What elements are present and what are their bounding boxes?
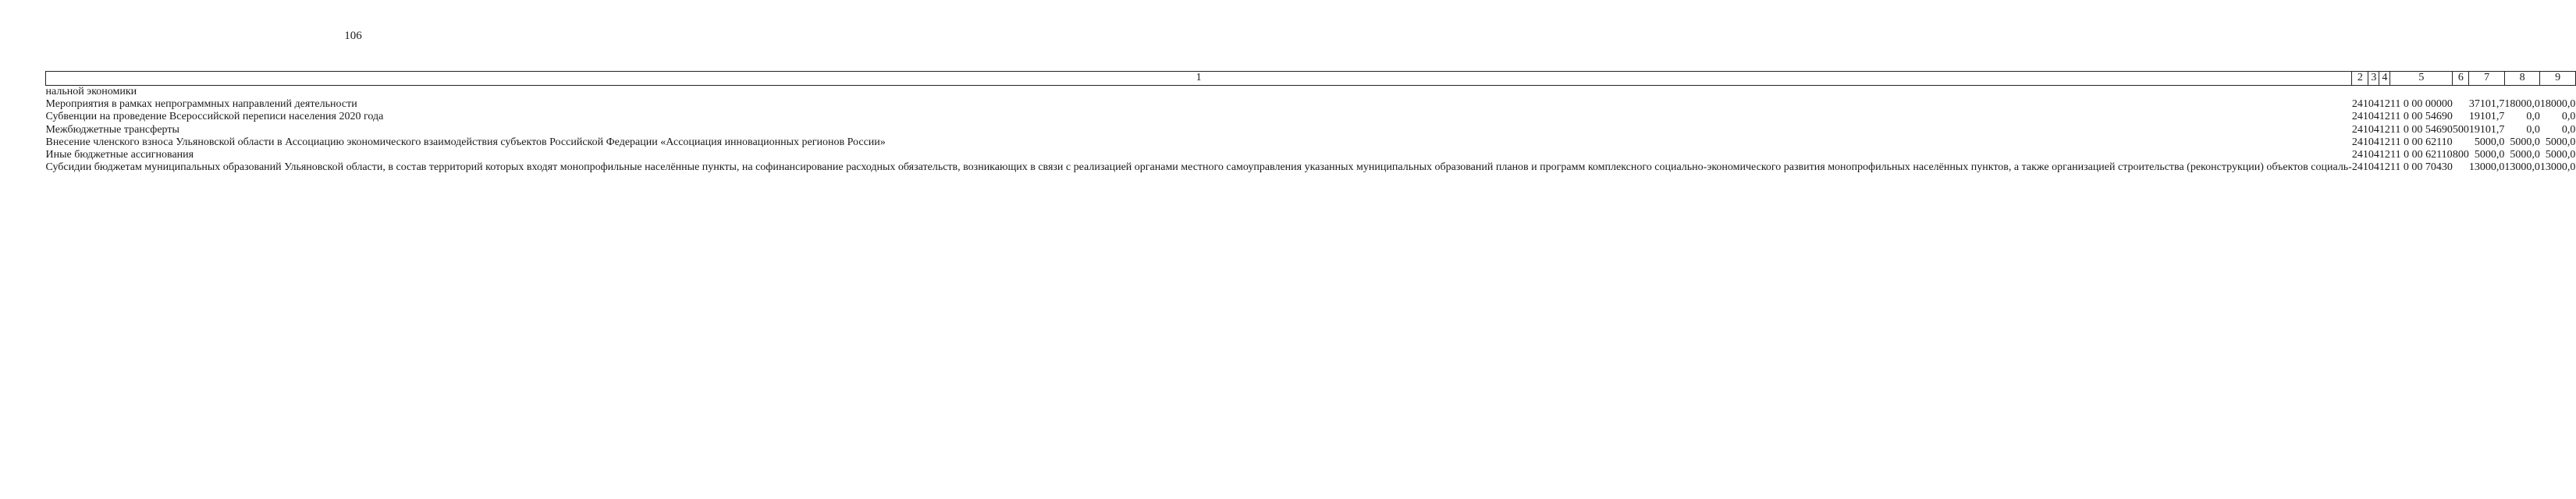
row-col-3	[2368, 86, 2379, 99]
row-col-9: 13000,0	[2539, 161, 2576, 174]
row-col-5: 11 0 00 00000	[2389, 98, 2453, 111]
row-col-4: 12	[2379, 111, 2390, 123]
row-col-3: 04	[2368, 123, 2379, 136]
row-col-6	[2453, 161, 2469, 174]
row-col-6	[2453, 111, 2469, 123]
row-col-3: 04	[2368, 161, 2379, 174]
row-col-5: 11 0 00 62110	[2390, 136, 2453, 148]
row-col-8	[2504, 86, 2540, 99]
row-col-5: 11 0 00 54690	[2389, 111, 2453, 123]
row-col-4: 12	[2379, 136, 2390, 148]
table-row	[46, 98, 2576, 111]
row-col-8: 5000,0	[2510, 136, 2540, 148]
row-col-4	[2379, 86, 2390, 99]
row-col-4: 12	[2379, 161, 2390, 174]
row-col-3: 04	[2368, 149, 2379, 161]
table-body	[46, 86, 2576, 175]
row-name: Субвенции на проведение Всероссийской переписи населения 2020 года	[45, 111, 384, 123]
row-col-8: 18000,0	[2504, 98, 2540, 111]
header-col-9: 9	[2540, 72, 2576, 86]
row-col-6	[2453, 98, 2469, 111]
header-col-7: 7	[2469, 72, 2505, 86]
row-col-4: 12	[2379, 98, 2390, 111]
header-col-5: 5	[2390, 72, 2453, 86]
row-col-2: 241	[2351, 111, 2368, 123]
row-col-2: 241	[2351, 161, 2368, 174]
row-col-7: 5000,0	[2474, 149, 2505, 161]
row-col-2: 241	[2351, 123, 2368, 136]
row-col-4: 12	[2379, 123, 2390, 136]
row-col-8: 0,0	[2526, 123, 2540, 136]
table-row	[46, 136, 2576, 149]
row-col-3: 04	[2368, 136, 2379, 148]
page-number: 106	[344, 30, 362, 42]
row-name: Межбюджетные трансферты	[45, 123, 179, 136]
table-row	[46, 86, 2576, 99]
row-col-6	[2453, 136, 2469, 149]
row-col-2: 241	[2351, 149, 2368, 161]
row-col-2: 241	[2351, 136, 2368, 148]
row-name: Внесение членского взноса Ульяновской области в Ассоциацию экономического взаимодействия субъектов Российской Федерации «Ассоциация инновационных регионов России»	[45, 136, 886, 148]
header-col-8: 8	[2504, 72, 2540, 86]
table-row	[46, 149, 2576, 161]
row-col-9: 0,0	[2561, 111, 2576, 123]
row-col-6	[2453, 86, 2469, 99]
row-col-9: 0,0	[2561, 123, 2576, 136]
row-name: Субсидии бюджетам муниципальных образований Ульяновской области, в состав территорий которых входят монопрофильные населённые пункты, на софинансирование расходных обязательств, возникающих в связи с реализацией органами местного самоуправления указанных муниципальных образований планов и программ комплексного социально-экономического развития монопрофильных населённых пунктов, а также организацией строительства (реконструкции) объектов социаль-	[45, 161, 2352, 174]
row-col-5: 11 0 00 70430	[2389, 161, 2453, 174]
header-col-1: 1	[46, 72, 2352, 86]
row-col-3: 04	[2368, 111, 2379, 123]
row-col-8: 5000,0	[2510, 149, 2540, 161]
table-header	[46, 72, 2576, 86]
table-row	[46, 161, 2576, 174]
row-col-7: 19101,7	[2468, 123, 2505, 136]
row-col-6: 800	[2452, 149, 2469, 161]
row-col-2: 241	[2351, 98, 2368, 111]
row-col-3: 04	[2368, 98, 2379, 111]
header-col-6: 6	[2453, 72, 2469, 86]
row-col-7	[2469, 86, 2505, 99]
row-col-7: 37101,7	[2468, 98, 2505, 111]
row-col-7: 13000,0	[2468, 161, 2505, 174]
row-col-9: 5000,0	[2545, 136, 2576, 148]
row-col-6: 500	[2452, 123, 2469, 136]
row-col-9: 18000,0	[2539, 98, 2576, 111]
row-col-5	[2390, 86, 2453, 99]
row-col-7: 19101,7	[2468, 111, 2505, 123]
row-col-8: 0,0	[2526, 111, 2540, 123]
row-col-9	[2540, 86, 2576, 99]
row-name: Иные бюджетные ассигнования	[45, 149, 194, 161]
row-col-7: 5000,0	[2474, 136, 2505, 148]
row-col-4: 12	[2379, 149, 2390, 161]
header-col-3: 3	[2368, 72, 2379, 86]
table-row	[46, 111, 2576, 123]
row-col-5: 11 0 00 54690	[2389, 123, 2453, 136]
row-col-8: 13000,0	[2504, 161, 2540, 174]
header-col-4: 4	[2379, 72, 2390, 86]
budget-table	[45, 71, 2576, 174]
row-col-2	[2352, 86, 2368, 99]
header-col-2: 2	[2352, 72, 2368, 86]
row-name: Мероприятия в рамках непрограммных направлений деятельности	[45, 98, 357, 111]
row-col-5: 11 0 00 62110	[2390, 149, 2453, 161]
row-name: нальной экономики	[45, 86, 137, 97]
row-col-9: 5000,0	[2545, 149, 2576, 161]
table-row	[46, 124, 2576, 136]
